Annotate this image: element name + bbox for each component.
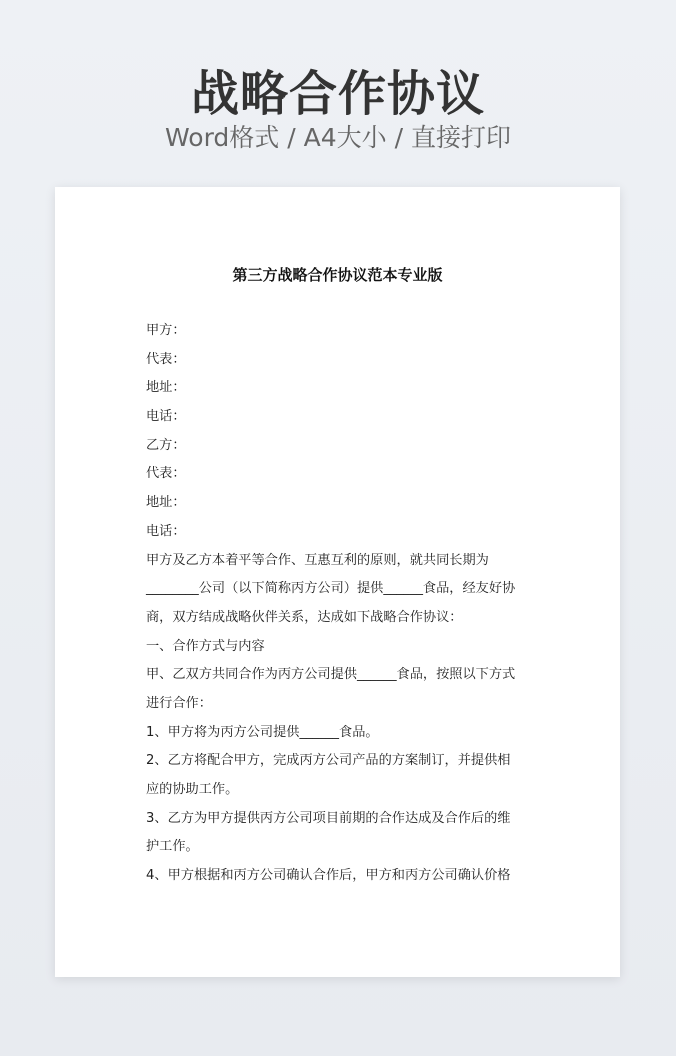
party-a-label: 甲方： [146,323,186,338]
page-title: 战略合作协议 [190,66,485,122]
document-body [146,317,541,891]
clause-item: 3、乙方为甲方提供丙方公司项目前期的合作达成及合作后的维 [146,810,511,826]
clause-item-continuation: 护工作。 [146,839,199,855]
clause-item-continuation: 应的协助工作。 [146,782,239,797]
party-a-phone-label: 电话： [146,409,186,425]
paragraph-line: 商，双方结成战略伙伴关系，达成如下战略合作协议： [146,609,463,625]
paragraph-line: 甲、乙双方共同合作为丙方公司提供______食品，按照以下方式 [146,667,516,683]
clause-item: 4、甲方根据和丙方公司确认合作后，甲方和丙方公司确认价格 [146,868,511,884]
paragraph-line: 进行合作： [146,695,212,711]
paragraph-line: ________公司（以下简称丙方公司）提供______食品，经友好协 [146,581,516,597]
clause-item: 1、甲方将为丙方公司提供______食品。 [146,724,379,740]
party-a-representative-label: 代表： [146,351,186,367]
page-subtitle: Word格式 / A4大小 / 直接打印 [165,123,511,152]
clause-item: 2、乙方将配合甲方，完成丙方公司产品的方案制订，并提供相 [146,753,511,769]
party-b-address-label: 地址： [146,495,186,511]
document-title: 第三方战略合作协议范本专业版 [232,266,443,284]
section-heading: 一、合作方式与内容 [146,638,265,654]
party-b-representative-label: 代表： [146,466,186,482]
party-b-label: 乙方： [146,437,186,453]
document-preview[interactable] [55,187,620,977]
party-b-phone-label: 电话： [146,523,186,539]
paragraph-line: 甲方及乙方本着平等合作、互惠互利的原则，就共同长期为 [146,552,489,568]
party-a-address-label: 地址： [146,380,186,396]
